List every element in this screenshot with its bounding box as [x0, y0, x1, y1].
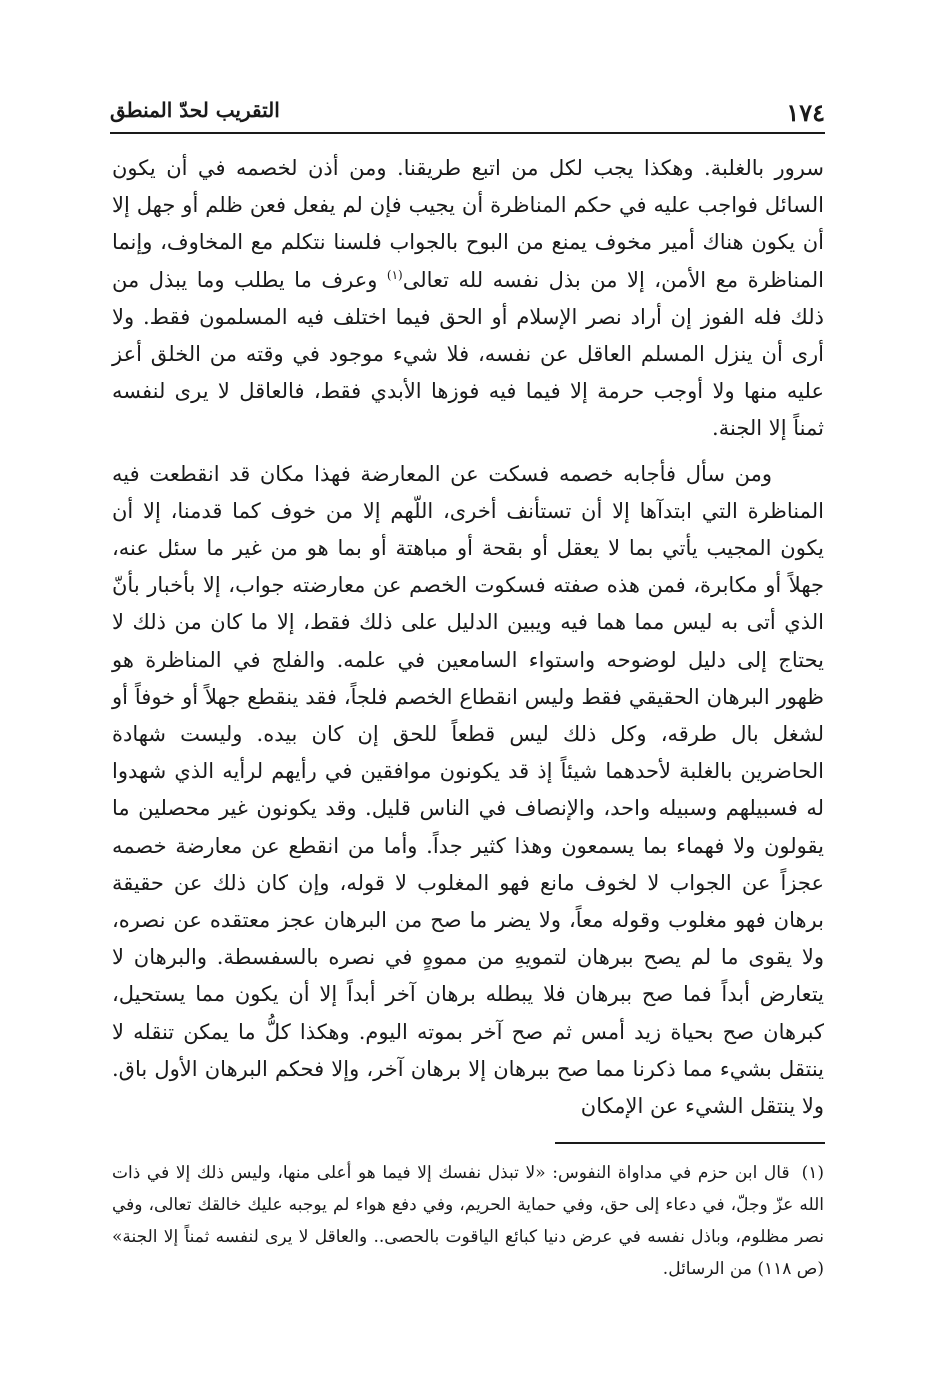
body-text: [112, 150, 824, 1125]
page-number: ١٧٤: [786, 98, 825, 127]
running-head: [110, 92, 825, 134]
paragraph-1-text-before-note: سرور بالغلبة. وهكذا يجب لكل من اتبع طريقنا. ومن أذن لخصمه في أن يكون السائل فواجب عليه في حكم المناظرة أن يجيب فإن لم يفعل فعن ظلم أو جهل إلا أن يكون هناك أمير مخوف يمنع من البوح بالجواب فلسنا نتكلم مع المخاوف، وإنما المناظرة مع الأمن، إلا من بذل نفسه لله تعالى: [112, 156, 824, 292]
paragraph-2: ومن سأل فأجابه خصمه فسكت عن المعارضة فهذا مكان قد انقطعت فيه المناظرة التي ابتدآها إلا أن تستأنف أخرى، اللّهم إلا من خوف كما قدمنا، إلا أن يكون المجيب يأتي بما لا يعقل أو بقحة أو مباهتة أو بما هو من غير ما سئل عنه، جهلاً أو مكابرة، فمن هذه صفته فسكوت الخصم عن معارضته جواب، إلا بأخبار بأنّ الذي أتى به ليس مما هما فيه ويبين الدليل على ذلك فقط، إلا ما كان من ذلك لا يحتاج إلى دليل لوضوحه واستواء السامعين في علمه. والفلج في المناظرة هو ظهور البرهان الحقيقي فقط وليس انقطاع الخصم فلجاً، فقد ينقطع جهلاً أو خوفاً أو لشغل بال طرقه، وكل ذلك ليس قطعاً للحق إن كان بيده. وليست شهادة الحاضرين بالغلبة لأحدهما شيئاً إذ قد يكونون موافقين في رأيهم لرأيه الذي شهدوا له فسبيلهم وسبيله واحد، والإنصاف في الناس قليل. وقد يكونون غير محصلين ما يقولون ولا فهماء بما يسمعون وهذا كثير جداً. وأما من انقطع عن معارضة خصمه عجزاً عن الجواب لا لخوف مانع فهو المغلوب لا قوله، وإن كان ذلك عن حقيقة برهان فهو مغلوب وقوله معاً، ولا يضر ما صح من البرهان عجز معتقده عن نصره، ولا يقوى ما لم يصح ببرهان لتمويهِ من مموهٍ في نصره بالسفسطة. والبرهان لا يتعارض أبداً فما صح ببرهان فلا يبطله برهان آخر أبداً إلا أن يكون مما يستحيل، كبرهان صح بحياة زيد أمس ثم صح آخر بموته اليوم. وهكذا كلُّ ما يمكن تنقله لا ينتقل بشيء مما ذكرنا مما صح ببرهان إلا برهان آخر، وإلا فحكم البرهان الأول باق. ولا ينتقل الشيء عن الإمكان: [112, 461, 824, 1119]
paragraph-1: [112, 150, 824, 448]
footnote-1: [112, 1157, 824, 1285]
footnote-text: قال ابن حزم في مداواة النفوس: «لا تبذل نفسك إلا فيما هو أعلى منها، وليس ذلك إلا في ذات الله عزّ وجلّ، في دعاء إلى حق، وفي حماية الحريم، وفي دفع هواء لم يوجبه عليك خالقك تعالى، وفي نصر مظلوم، وباذل نفسه في عرض دنيا كبائع الياقوت بالحصى.. والعاقل لا يرى لنفسه ثمناً إلا الجنة» (ص ١١٨) من الرسائل.: [112, 1163, 824, 1279]
footnote-reference[interactable]: (١): [386, 267, 403, 282]
paragraph-1-text-after-note: وعرف ما يطلب وما يبذل من ذلك فله الفوز إن أراد نصر الإسلام أو الحق فيما اختلف فيه المسلمون فقط. ولا أرى أن ينزل المسلم العاقل عن نفسه، فلا شيء موجود في وقته من الخلق أعز عليه منها ولا أوجب حرمة إلا فيما فيه فوزها الأبدي فقط، فالعاقل لا يرى لنفسه ثمناً إلا الجنة.: [112, 267, 824, 441]
footnote-separator: [555, 1142, 825, 1144]
footnotes: [112, 1157, 824, 1285]
footnote-number: (١): [801, 1163, 824, 1183]
running-title: التقريب لحدّ المنطق: [110, 98, 280, 122]
